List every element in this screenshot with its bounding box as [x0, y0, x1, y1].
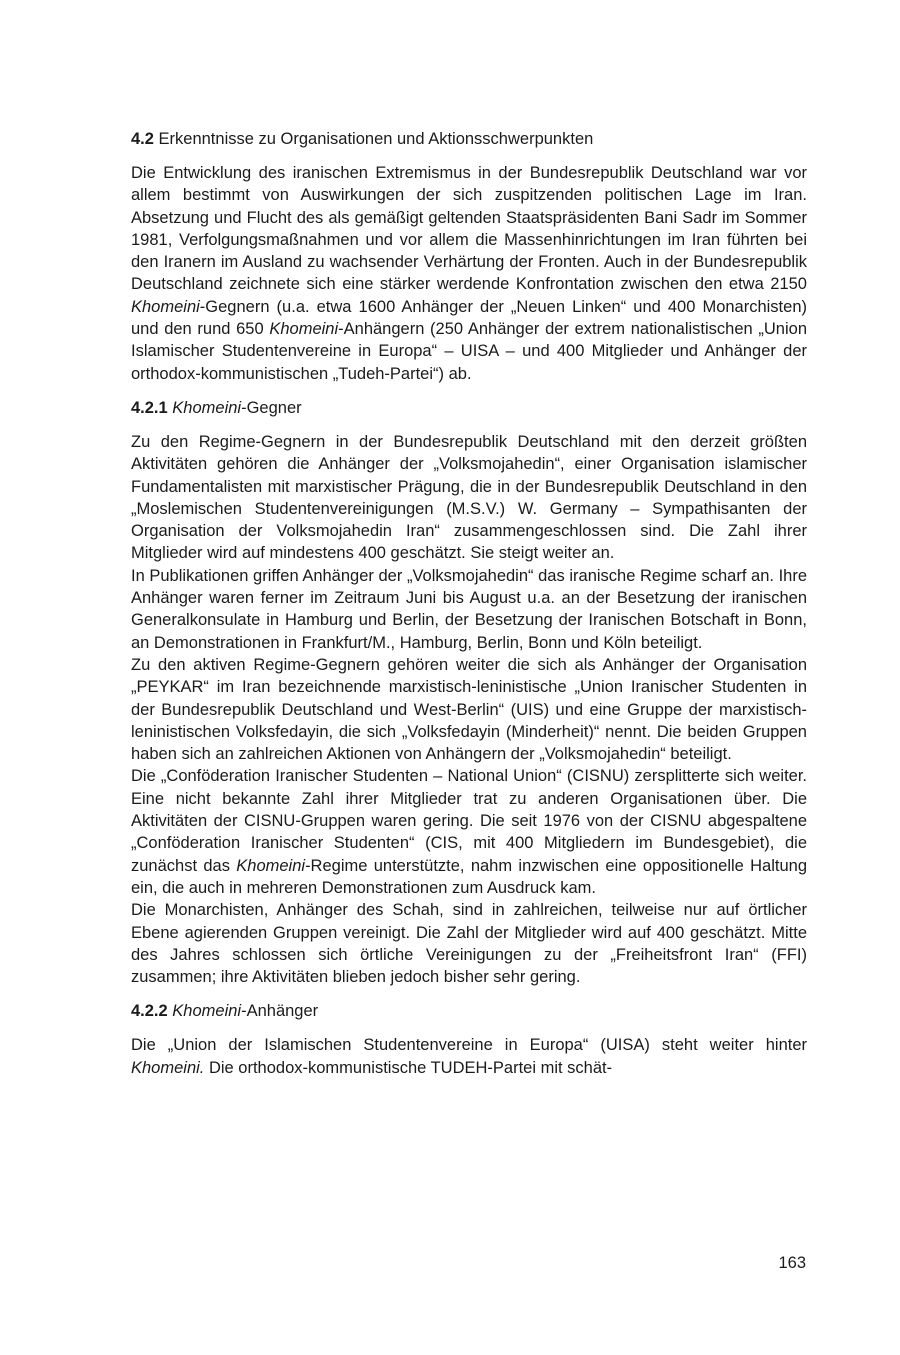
text-run: -Anhängern (250 Anhänger der extrem nationalistischen „Union Islamischer Studentenvereine in Europa“ – UISA – und 400 Mitglieder und Anhänger der orthodox-kommunistischen „Tudeh-Partei“) ab.	[131, 320, 807, 383]
section-title-rest: -Anhänger	[241, 1002, 319, 1021]
italic-term: Khomeini	[269, 320, 339, 339]
italic-term: Khomeini	[236, 856, 306, 875]
paragraph-uisa	[131, 1034, 807, 1079]
section-title-italic: Khomeini	[172, 398, 242, 417]
page-number: 163	[778, 1254, 806, 1272]
section-title-italic: Khomeini	[172, 1002, 242, 1021]
text-run: Die Entwicklung des iranischen Extremismus in der Bundesrepublik Deutschland war vor allem bestimmt von Auswirkungen der sich zuspitzenden politischen Lage im Iran. Absetzung und Flucht des als gemäßigt geltenden Staatspräsidenten Bani Sadr im Sommer 1981, Verfolgungsmaßnahmen und vor allem die Massenhinrichtungen im Iran führten bei den Iranern im Ausland zu wachsender Verhärtung der Fronten. Auch in der Bundesrepublik Deutschland zeichnete sich eine stärker werdende Konfrontation zwischen den etwa 2150	[131, 164, 807, 294]
paragraph-cisnu	[131, 765, 807, 899]
section-heading-4-2-1	[131, 397, 807, 419]
section-title-rest: -Gegner	[241, 398, 302, 417]
section-heading-4-2	[131, 128, 807, 150]
paragraph-volksmojahedin: Zu den Regime-Gegnern in der Bundesrepublik Deutschland mit den derzeit größten Aktivitäten gehören die Anhänger der „Volksmojahedin“, einer Organisation islamischer Fundamentalisten mit marxistischer Prägung, die in der Bundesrepublik Deutschland in den „Moslemischen Studentenvereinigungen (M.S.V.) W. Germany – Sympathisanten der Organisation der Volksmojahedin Iran“ zusammengeschlossen sind. Die Zahl ihrer Mitglieder wird auf mindestens 400 geschätzt. Sie steigt weiter an.	[131, 432, 807, 563]
italic-term: Khomeini.	[131, 1058, 205, 1077]
paragraph-extremism-overview	[131, 162, 807, 385]
text-run: Die „Conföderation Iranischer Studenten – National Union“ (CISNU) zersplitterte sich weiter. Eine nicht bekannte Zahl ihrer Mitglieder trat zu anderen Organisationen über. Die Aktivitäten der CISNU-Gruppen waren gering. Die seit 1976 von der CISNU abgespaltene „Conföderation Iranischer Studenten“ (CIS, mit 400 Mitgliedern im Bundesgebiet), die zunächst das	[131, 767, 807, 875]
section-title: Erkenntnisse zu Organisationen und Aktionsschwerpunkten	[158, 130, 594, 148]
text-run: Die „Union der Islamischen Studentenvereine in Europa“ (UISA) steht weiter hinter	[131, 1036, 807, 1055]
text-run: -Regime unterstützte, nahm inzwischen eine oppositionelle Haltung ein, die auch in mehreren Demonstrationen zum Ausdruck kam.	[131, 856, 808, 897]
italic-term: Khomeini	[131, 297, 200, 316]
text-run: Die orthodox-kommunistische TUDEH-Partei mit schät-	[204, 1058, 613, 1077]
paragraph-publications: In Publikationen griffen Anhänger der „Volksmojahedin“ das iranische Regime scharf an. Ihre Anhänger waren ferner im Zeitraum Juni bis August u.a. an der Besetzung der iranischen Generalkonsulate in Hamburg und Berlin, der Besetzung der Iranischen Botschaft in Bonn, an Demonstrationen in Frankfurt/M., Hamburg, Berlin, Bonn und Köln beteiligt.	[131, 566, 807, 652]
text-run: -Gegnern (u.a. etwa 1600 Anhänger der „Neuen Linken“ und 400 Monarchisten) und den rund 650	[131, 297, 807, 339]
page-content	[131, 128, 807, 1079]
section-number: 4.2.2	[131, 1002, 168, 1021]
section-number: 4.2.1	[131, 398, 168, 417]
paragraph-monarchists: Die Monarchisten, Anhänger des Schah, sind in zahlreichen, teilweise nur auf örtlicher Ebene agierenden Gruppen vereinigt. Die Zahl der Mitglieder wird auf 400 geschätzt. Mitte des Jahres schlossen sich örtliche Vereinigungen zu der „Freiheitsfront Iran“ (FFI) zusammen; ihre Aktivitäten blieben jedoch bisher sehr gering.	[131, 901, 807, 987]
section-heading-4-2-2	[131, 1000, 807, 1022]
section-number: 4.2	[131, 130, 154, 148]
paragraph-peykar: Zu den aktiven Regime-Gegnern gehören weiter die sich als Anhänger der Organisation „PEYKAR“ im Iran bezeichnende marxistisch-leninistische „Union Iranischer Studenten in der Bundesrepublik Deutschland und West-Berlin“ (UIS) und eine Gruppe der marxistisch-leninistischen Volksfedayin, die sich „Volksfedayin (Minderheit)“ nennt. Die beiden Gruppen haben sich an zahlreichen Aktionen von Anhängern der „Volksmojahedin“ beteiligt.	[131, 655, 807, 764]
